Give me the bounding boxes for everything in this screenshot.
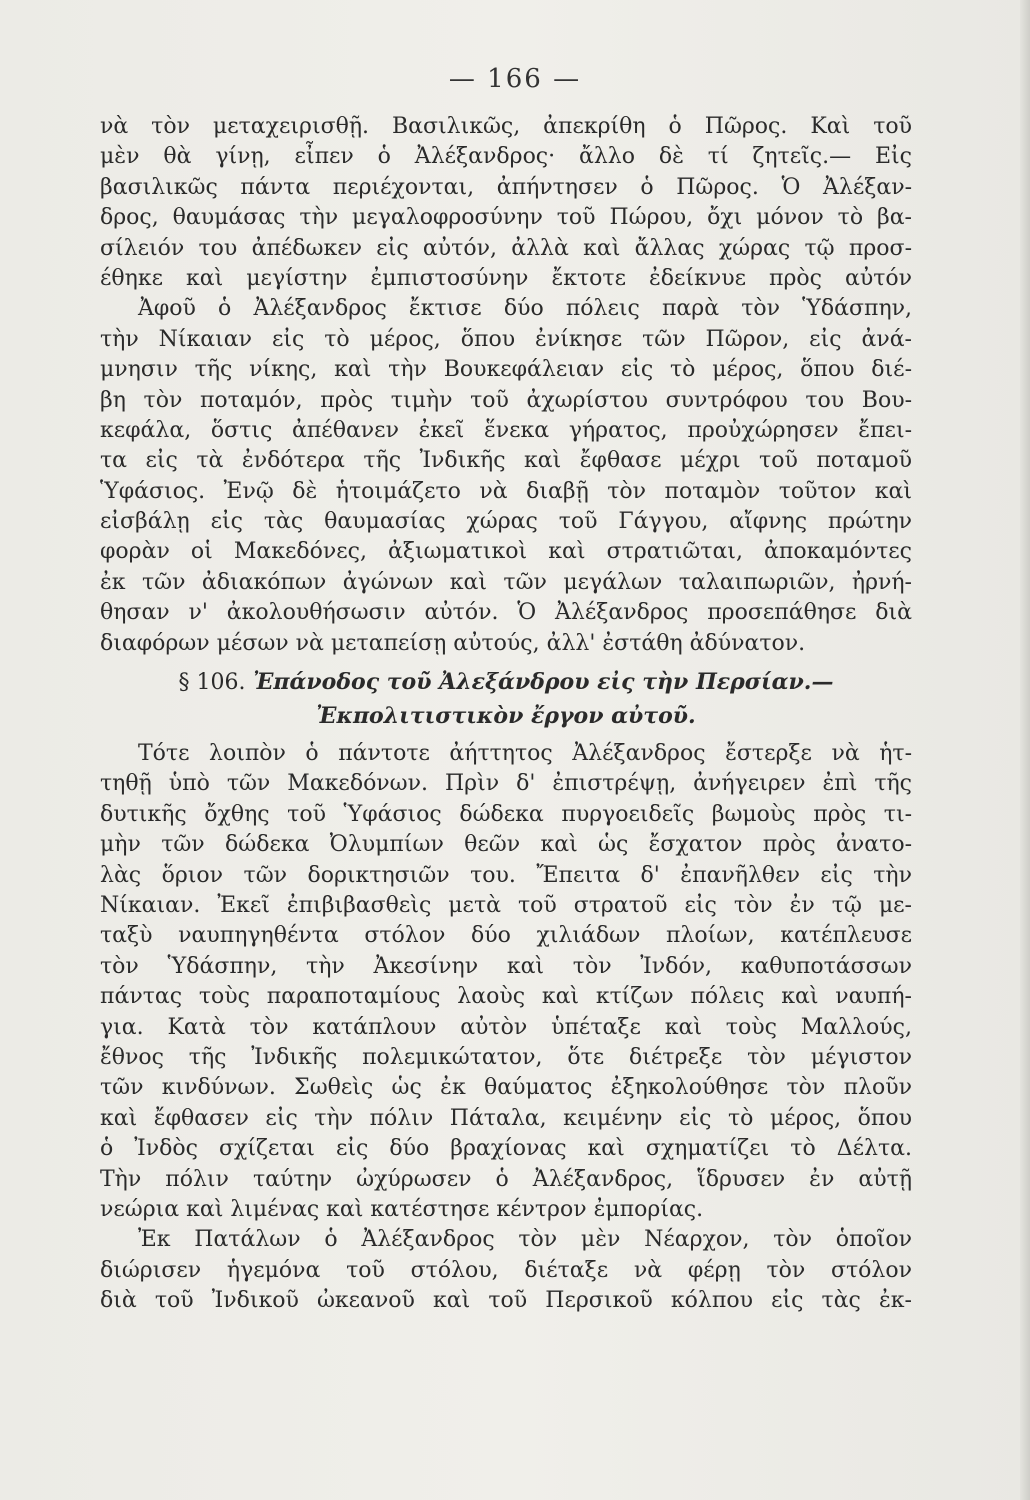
text-line: ἐκ τῶν ἀδιακόπων ἀγώνων καὶ τῶν μεγάλων ταλαιπωριῶν, ἠρνή- [100,569,912,595]
text-line: Ἀφοῦ ὁ Ἀλέξανδρος ἔκτισε δύο πόλεις παρὰ τὸν Ὑδάσπην, [138,296,912,322]
text-line: Νίκαιαν. Ἐκεῖ ἐπιβιβασθεὶς μετὰ τοῦ στρατοῦ εἰς τὸν ἐν τῷ με- [100,892,912,918]
text-line: δυτικῆς ὄχθης τοῦ Ὑφάσιος δώδεκα πυργοειδεῖς βωμοὺς πρὸς τι- [100,801,912,827]
text-line: νὰ τὸν μεταχειρισθῇ. Βασιλικῶς, ἀπεκρίθη ὁ Πῶρος. Καὶ τοῦ [100,114,912,139]
text-line: τῶν κινδύνων. Σωθεὶς ὡς ἐκ θαύματος ἐξηκολούθησε τὸν πλοῦν [100,1075,912,1101]
text-line: μὲν θὰ γίνῃ, εἶπεν ὁ Ἀλέξανδρος· ἄλλο δὲ τί ζητεῖς.— Εἰς [100,144,912,170]
page-number: — 166 — [448,64,582,94]
paragraph-3 [100,739,912,1225]
paragraph-1 [100,112,912,294]
text-line: δρος, θαυμάσας τὴν μεγαλοφροσύνην τοῦ Πώρου, ὄχι μόνον τὸ βα- [100,205,912,231]
section-title: Ἐπάνοδος τοῦ Ἀλεξάνδρου εἰς τὴν Περσίαν.— [253,669,834,696]
section-heading [100,665,912,733]
text-line: κεφάλα, ὅστις ἀπέθανεν ἐκεῖ ἕνεκα γήρατος, προὐχώρησεν ἔπει- [100,417,912,443]
text-line: βη τὸν ποταμόν, πρὸς τιμὴν τοῦ ἀχωρίστου συντρόφου του Βου- [100,387,912,413]
text-line: Τότε λοιπὸν ὁ πάντοτε ἀήττητος Ἀλέξανδρος ἔστερξε νὰ ἡτ- [138,741,912,767]
text-line: Ὑφάσιος. Ἐνῷ δὲ ἡτοιμάζετο νὰ διαβῇ τὸν ποταμὸν τοῦτον καὶ [100,478,912,504]
text-line: έθηκε καὶ μεγίστην ἐμπιστοσύνην ἔκτοτε ἐδείκνυε πρὸς αὐτόν [100,265,912,291]
text-line: τὴν Νίκαιαν εἰς τὸ μέρος, ὅπου ἐνίκησε τῶν Πῶρον, εἰς ἀνά- [100,326,912,352]
section-title-line-1 [100,665,912,699]
text-line: βασιλικῶς πάντα περιέχονται, ἀπήντησεν ὁ Πῶρος. Ὁ Ἀλέξαν- [100,174,912,200]
text-line: ταξὺ ναυπηγηθέντα στόλον δύο χιλιάδων πλοίων, κατέπλευσε [100,923,912,949]
text-line: νεώρια καὶ λιμένας καὶ κατέστησε κέντρον ἐμπορίας. [100,1196,704,1222]
text-line: καὶ ἔφθασεν εἰς τὴν πόλιν Πάταλα, κειμένην εἰς τὸ μέρος, ὅπου [100,1105,912,1131]
page-edge-shadow [1020,0,1030,1500]
text-line: για. Κατὰ τὸν κατάπλουν αὐτὸν ὑπέταξε καὶ τοὺς Μαλλούς, [100,1014,912,1040]
text-line: ἔθνος τῆς Ἰνδικῆς πολεμικώτατον, ὅτε διέτρεξε τὸν μέγιστον [100,1044,912,1070]
text-line: μνησιν τῆς νίκης, καὶ τὴν Βουκεφάλειαν εἰς τὸ μέρος, ὅπου διέ- [100,357,912,383]
section-subtitle: Ἐκπολιτιστικὸν ἔργον αὐτοῦ. [316,703,696,730]
paragraph-4 [100,1225,912,1316]
text-line: Ἐκ Πατάλων ὁ Ἀλέξανδρος τὸν μὲν Νέαρχον, τὸν ὁποῖον [138,1227,912,1253]
text-line: διώρισεν ἡγεμόνα τοῦ στόλου, διέταξε νὰ φέρῃ τὸν στόλον [100,1257,912,1283]
text-line: σίλειόν του ἀπέδωκεν εἰς αὐτόν, ἀλλὰ καὶ ἄλλας χώρας τῷ προσ- [100,235,912,261]
paragraph-2 [100,294,912,659]
text-line: πάντας τοὺς παραποταμίους λαοὺς καὶ κτίζων πόλεις καὶ ναυπή- [100,984,912,1010]
text-line: φορὰν οἱ Μακεδόνες, ἀξιωματικοὶ καὶ στρατιῶται, ἀποκαμόντες [100,539,912,565]
text-line: τὸν Ὑδάσπην, τὴν Ἀκεσίνην καὶ τὸν Ἰνδόν, καθυποτάσσων [100,953,912,979]
text-line: τηθῇ ὑπὸ τῶν Μακεδόνων. Πρὶν δ' ἐπιστρέψῃ, ἀνήγειρεν ἐπὶ τῆς [100,771,912,797]
text-line: εἰσβάλῃ εἰς τὰς θαυμασίας χώρας τοῦ Γάγγου, αἴφνης πρώτην [100,509,912,535]
text-line: μὴν τῶν δώδεκα Ὀλυμπίων θεῶν καὶ ὡς ἔσχατον πρὸς ἀνατο- [100,832,912,858]
text-line: Τὴν πόλιν ταύτην ὠχύρωσεν ὁ Ἀλέξανδρος, ἵδρυσεν ἐν αὐτῇ [100,1166,912,1192]
text-line: θησαν ν' ἀκολουθήσωσιν αὐτόν. Ὁ Ἀλέξανδρος προσεπάθησε διὰ [100,600,912,626]
text-line: διὰ τοῦ Ἰνδικοῦ ὠκεανοῦ καὶ τοῦ Περσικοῦ κόλπου εἰς τὰς ἐκ- [100,1288,912,1314]
text-line: τα εἰς τὰ ἐνδότερα τῆς Ἰνδικῆς καὶ ἔφθασε μέχρι τοῦ ποταμοῦ [100,448,912,474]
text-line: διαφόρων μέσων νὰ μεταπείσῃ αὐτούς, ἀλλ' ἐστάθη ἀδύνατον. [100,630,806,656]
body-text [100,112,912,1316]
text-line: ὁ Ἰνδὸς σχίζεται εἰς δύο βραχίονας καὶ σχηματίζει τὸ Δέλτα. [100,1136,912,1162]
text-line: λὰς ὅριον τῶν δορικτησιῶν του. Ἔπειτα δ' ἐπανῆλθεν εἰς τὴν [100,862,912,888]
section-number: § 106. [178,670,246,696]
